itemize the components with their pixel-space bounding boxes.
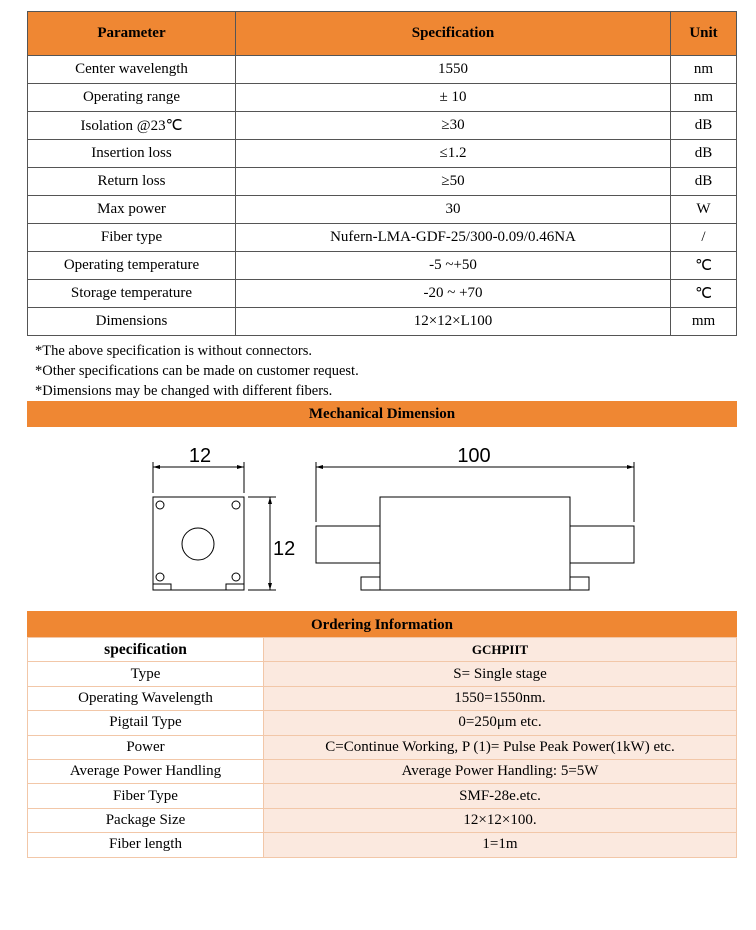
- spec-parameter: Operating range: [28, 84, 236, 112]
- spec-row: [28, 56, 737, 84]
- header-parameter: Parameter: [28, 12, 236, 56]
- end-view-screw-hole: [232, 501, 240, 509]
- ordering-field: Power: [28, 735, 264, 759]
- ordering-value: 1550=1550nm.: [264, 686, 737, 710]
- spec-parameter: Return loss: [28, 168, 236, 196]
- spec-unit: ℃: [671, 280, 737, 308]
- end-view-foot-left: [153, 584, 171, 590]
- mechanical-dimension-title: Mechanical Dimension: [27, 401, 737, 427]
- spec-row: [28, 196, 737, 224]
- ordering-row: [28, 686, 737, 710]
- ordering-field: Operating Wavelength: [28, 686, 264, 710]
- ordering-value: Average Power Handling: 5=5W: [264, 759, 737, 783]
- ordering-header-label: specification: [28, 638, 264, 662]
- spec-value: -5 ~+50: [236, 252, 671, 280]
- ordering-value: SMF-28e.etc.: [264, 784, 737, 808]
- width-dimension-label: 12: [188, 445, 212, 467]
- spec-row: [28, 308, 737, 336]
- spec-value: ± 10: [236, 84, 671, 112]
- end-view-screw-hole: [156, 501, 164, 509]
- ordering-value: 1=1m: [264, 833, 737, 857]
- spec-unit: dB: [671, 168, 737, 196]
- spec-value: 1550: [236, 56, 671, 84]
- ordering-value: 0=250μm etc.: [264, 711, 737, 735]
- spec-value: Nufern-LMA-GDF-25/300-0.09/0.46NA: [236, 224, 671, 252]
- side-view-right-pigtail: [570, 526, 634, 563]
- spec-parameter: Max power: [28, 196, 236, 224]
- length-dimension-label: 100: [457, 445, 491, 467]
- note-line: *Dimensions may be changed with different fibers.: [35, 383, 333, 399]
- ordering-part-code: GCHPIIT: [264, 638, 737, 662]
- end-view-body: [153, 497, 244, 590]
- ordering-field: Average Power Handling: [28, 759, 264, 783]
- spec-value: 30: [236, 196, 671, 224]
- spec-value: -20 ~ +70: [236, 280, 671, 308]
- ordering-row: [28, 784, 737, 808]
- spec-parameter: Storage temperature: [28, 280, 236, 308]
- spec-row: [28, 224, 737, 252]
- spec-parameter: Dimensions: [28, 308, 236, 336]
- header-specification: Specification: [236, 12, 671, 56]
- height-dimension-label: 12: [273, 538, 296, 560]
- spec-parameter: Insertion loss: [28, 140, 236, 168]
- spec-value: ≥30: [236, 112, 671, 140]
- ordering-value: C=Continue Working, P (1)= Pulse Peak Power(1kW) etc.: [264, 735, 737, 759]
- spec-row: [28, 112, 737, 140]
- end-view-screw-hole: [156, 573, 164, 581]
- ordering-header-row: [28, 638, 737, 662]
- ordering-field: Type: [28, 662, 264, 686]
- end-view-foot-right: [226, 584, 244, 590]
- spec-header-row: [28, 12, 737, 56]
- ordering-row: [28, 735, 737, 759]
- spec-unit: nm: [671, 56, 737, 84]
- spec-notes: [35, 341, 359, 401]
- side-view-body: [380, 497, 570, 590]
- spec-unit: dB: [671, 112, 737, 140]
- ordering-information-title: Ordering Information: [27, 611, 737, 637]
- end-view-center-hole: [182, 528, 214, 560]
- spec-unit: ℃: [671, 252, 737, 280]
- note-line: *Other specifications can be made on customer request.: [35, 363, 359, 379]
- ordering-value: S= Single stage: [264, 662, 737, 686]
- mechanical-drawing: [130, 437, 650, 607]
- spec-parameter: Isolation @23℃: [28, 112, 236, 140]
- ordering-row: [28, 662, 737, 686]
- spec-unit: /: [671, 224, 737, 252]
- spec-value: 12×12×L100: [236, 308, 671, 336]
- spec-row: [28, 252, 737, 280]
- spec-parameter: Operating temperature: [28, 252, 236, 280]
- ordering-field: Package Size: [28, 808, 264, 832]
- spec-parameter: Fiber type: [28, 224, 236, 252]
- specification-table: [27, 11, 737, 336]
- spec-row: [28, 168, 737, 196]
- spec-unit: dB: [671, 140, 737, 168]
- ordering-row: [28, 759, 737, 783]
- ordering-table: [27, 637, 737, 858]
- spec-row: [28, 280, 737, 308]
- spec-row: [28, 140, 737, 168]
- spec-unit: nm: [671, 84, 737, 112]
- ordering-field: Pigtail Type: [28, 711, 264, 735]
- header-unit: Unit: [671, 12, 737, 56]
- ordering-field: Fiber Type: [28, 784, 264, 808]
- note-line: *The above specification is without connectors.: [35, 343, 313, 359]
- ordering-row: [28, 711, 737, 735]
- spec-unit: W: [671, 196, 737, 224]
- spec-row: [28, 84, 737, 112]
- spec-value: ≥50: [236, 168, 671, 196]
- ordering-row: [28, 808, 737, 832]
- spec-unit: mm: [671, 308, 737, 336]
- ordering-row: [28, 833, 737, 857]
- spec-parameter: Center wavelength: [28, 56, 236, 84]
- side-view-left-pigtail: [316, 526, 380, 563]
- side-view-foot-right: [570, 577, 589, 590]
- end-view-screw-hole: [232, 573, 240, 581]
- side-view-foot-left: [361, 577, 380, 590]
- ordering-value: 12×12×100.: [264, 808, 737, 832]
- ordering-field: Fiber length: [28, 833, 264, 857]
- spec-value: ≤1.2: [236, 140, 671, 168]
